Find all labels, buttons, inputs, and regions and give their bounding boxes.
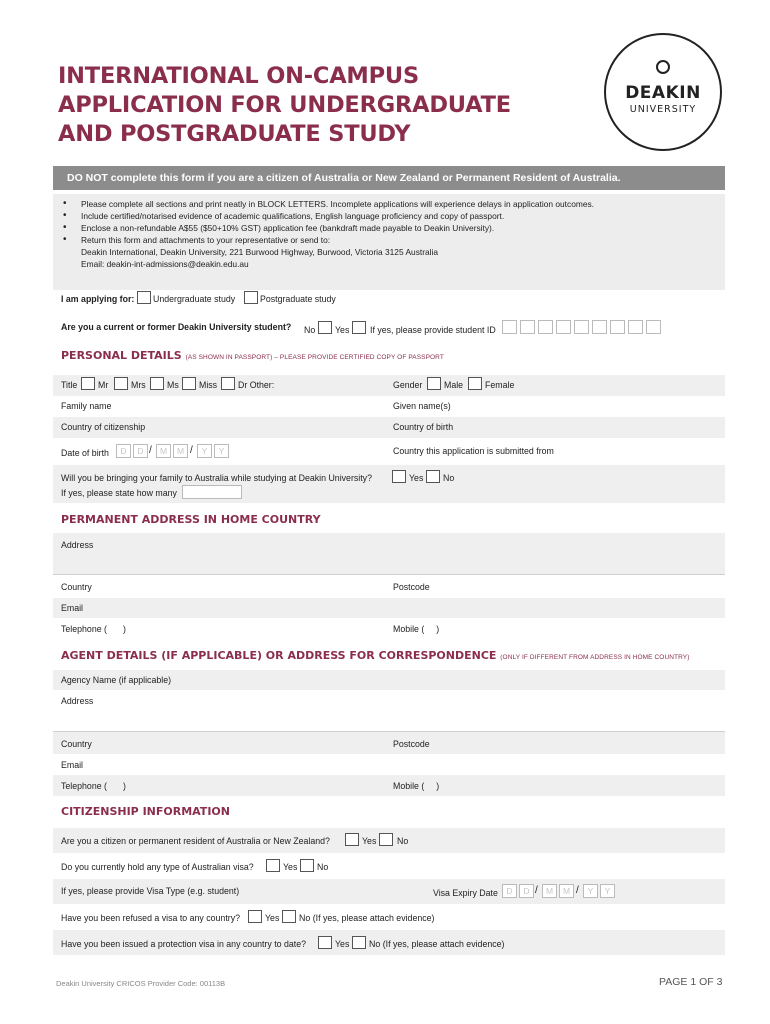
agent-country-label[interactable]: Country	[61, 739, 92, 749]
refused-no-label: No (If yes, please attach evidence)	[299, 913, 435, 923]
cricos-code: Deakin University CRICOS Provider Code: 00113B	[56, 979, 226, 988]
bullet-dot: •	[63, 210, 67, 221]
visa-yes-checkbox[interactable]	[266, 859, 280, 872]
title-line: AND POSTGRADUATE STUDY	[58, 121, 411, 147]
family-question: Will you be bringing your family to Australia while studying at Deakin University?	[61, 473, 372, 483]
perm-country-label[interactable]: Country	[61, 582, 92, 592]
form-title	[58, 62, 578, 149]
family-how-many-label: If yes, please state how many	[61, 488, 177, 498]
country-birth-label[interactable]: Country of birth	[393, 422, 454, 432]
protection-no-label: No (If yes, please attach evidence)	[369, 939, 505, 949]
instructions-box	[53, 194, 725, 290]
title-mr-label: Mr	[98, 380, 109, 390]
citizen-no-checkbox[interactable]	[379, 833, 393, 846]
former-yes-label: Yes	[335, 325, 350, 335]
gender-male-checkbox[interactable]	[427, 377, 441, 390]
instruction-item: Return this form and attachments to your representative or send to:	[81, 235, 331, 245]
dob-input[interactable]: D D / M M / Y Y	[116, 444, 236, 459]
refused-no-checkbox[interactable]	[282, 910, 296, 923]
visa-no-label: No	[317, 862, 329, 872]
title-ms-checkbox[interactable]	[150, 377, 164, 390]
row-background	[53, 598, 725, 618]
row-background	[53, 417, 725, 438]
family-yes-checkbox[interactable]	[392, 470, 406, 483]
applying-label: I am applying for:	[61, 294, 135, 304]
postgraduate-checkbox[interactable]	[244, 291, 258, 304]
divider	[53, 574, 725, 575]
personal-details-heading: PERSONAL DETAILS (AS SHOWN IN PASSPORT) – PLEASE PROVIDE CERTIFIED COPY OF PASSPORT	[61, 349, 444, 362]
undergraduate-label: Undergraduate study	[153, 294, 236, 304]
title-mrs-checkbox[interactable]	[114, 377, 128, 390]
former-student-question: Are you a current or former Deakin University student?	[61, 322, 292, 332]
protection-no-checkbox[interactable]	[352, 936, 366, 949]
citizenship-heading: CITIZENSHIP INFORMATION	[61, 805, 230, 818]
agent-telephone-label[interactable]: Telephone ( )	[61, 781, 126, 791]
page-number: PAGE 1 OF 3	[659, 976, 723, 988]
family-no-label: No	[443, 473, 455, 483]
visa-yes-label: Yes	[283, 862, 298, 872]
agent-postcode-label[interactable]: Postcode	[393, 739, 430, 749]
send-address: Deakin International, Deakin University, 221 Burwood Highway, Burwood, Victoria 3125 Australia	[81, 247, 439, 257]
title-miss-label: Miss	[199, 380, 218, 390]
gender-label: Gender	[393, 380, 423, 390]
warning-banner: DO NOT complete this form if you are a citizen of Australia or New Zealand or Permanent Resident of Australia.	[53, 166, 725, 190]
title-line: INTERNATIONAL ON-CAMPUS	[58, 63, 419, 89]
citizen-yes-label: Yes	[362, 836, 377, 846]
perm-mobile-label[interactable]: Mobile ( )	[393, 624, 440, 634]
row-background	[53, 732, 725, 754]
instruction-item: Please complete all sections and print neatly in BLOCK LETTERS. Incomplete applications will experience delays in application outcomes.	[81, 199, 595, 209]
undergraduate-checkbox[interactable]	[137, 291, 151, 304]
bullet-dot: •	[63, 198, 67, 209]
title-ms-label: Ms	[167, 380, 179, 390]
gender-female-label: Female	[485, 380, 515, 390]
instruction-item: Enclose a non-refundable A$55 ($50+10% GST) application fee (bankdraft made payable to Deakin University).	[81, 223, 495, 233]
family-count-input[interactable]	[182, 485, 242, 499]
title-mr-checkbox[interactable]	[81, 377, 95, 390]
visa-type-label[interactable]: If yes, please provide Visa Type (e.g. student)	[61, 886, 240, 896]
former-no-checkbox[interactable]	[318, 321, 332, 334]
student-id-input[interactable]	[502, 320, 662, 335]
bullet-dot: •	[63, 222, 67, 233]
title-line: APPLICATION FOR UNDERGRADUATE	[58, 92, 511, 118]
former-no-label: No	[304, 325, 316, 335]
visa-question: Do you currently hold any type of Australian visa?	[61, 862, 254, 872]
send-email: Email: deakin-int-admissions@deakin.edu.au	[81, 259, 249, 269]
country-citizenship-label[interactable]: Country of citizenship	[61, 422, 146, 432]
protection-question: Have you been issued a protection visa in any country to date?	[61, 939, 306, 949]
visa-no-checkbox[interactable]	[300, 859, 314, 872]
agent-details-heading: AGENT DETAILS (IF APPLICABLE) OR ADDRESS FOR CORRESPONDENCE (ONLY IF DIFFERENT FROM ADDRESS IN HOME COUNTRY)	[61, 649, 690, 662]
title-mrs-label: Mrs	[131, 380, 146, 390]
perm-email-label[interactable]: Email	[61, 603, 83, 613]
title-dr-other-label: Dr Other:	[238, 380, 275, 390]
citizen-no-label: No	[397, 836, 409, 846]
deakin-crest-icon	[656, 60, 670, 74]
gender-male-label: Male	[444, 380, 464, 390]
citizen-yes-checkbox[interactable]	[345, 833, 359, 846]
perm-postcode-label[interactable]: Postcode	[393, 582, 430, 592]
former-yes-checkbox[interactable]	[352, 321, 366, 334]
logo-name: DEAKIN	[625, 83, 701, 103]
row-background	[53, 533, 725, 574]
family-no-checkbox[interactable]	[426, 470, 440, 483]
postgraduate-label: Postgraduate study	[260, 294, 336, 304]
visa-expiry-label: Visa Expiry Date	[433, 888, 498, 898]
title-miss-checkbox[interactable]	[182, 377, 196, 390]
visa-expiry-input[interactable]: D D / M M / Y Y	[502, 884, 622, 899]
given-names-label[interactable]: Given name(s)	[393, 401, 451, 411]
bullet-dot: •	[63, 234, 67, 245]
logo-sub: UNIVERSITY	[629, 104, 697, 115]
permanent-address-heading: PERMANENT ADDRESS IN HOME COUNTRY	[61, 513, 321, 526]
protection-yes-checkbox[interactable]	[318, 936, 332, 949]
refused-question: Have you been refused a visa to any country?	[61, 913, 240, 923]
title-dr-other-checkbox[interactable]	[221, 377, 235, 390]
agent-email-label[interactable]: Email	[61, 760, 83, 770]
dob-label: Date of birth	[61, 448, 109, 458]
country-submitted-label[interactable]: Country this application is submitted from	[393, 446, 554, 456]
title-label: Title	[61, 380, 78, 390]
student-id-label: If yes, please provide student ID	[370, 325, 496, 335]
agent-address-label[interactable]: Address	[61, 696, 94, 706]
refused-yes-checkbox[interactable]	[248, 910, 262, 923]
citizen-question: Are you a citizen or permanent resident of Australia or New Zealand?	[61, 836, 330, 846]
perm-address-label[interactable]: Address	[61, 540, 94, 550]
protection-yes-label: Yes	[335, 939, 350, 949]
gender-female-checkbox[interactable]	[468, 377, 482, 390]
family-name-label[interactable]: Family name	[61, 401, 112, 411]
agency-name-label[interactable]: Agency Name (if applicable)	[61, 675, 172, 685]
row-background	[53, 775, 725, 796]
refused-yes-label: Yes	[265, 913, 280, 923]
family-yes-label: Yes	[409, 473, 424, 483]
perm-telephone-label[interactable]: Telephone ( )	[61, 624, 126, 634]
agent-mobile-label[interactable]: Mobile ( )	[393, 781, 440, 791]
instruction-item: Include certified/notarised evidence of academic qualifications, English language proficiency and copy of passport.	[81, 211, 505, 221]
